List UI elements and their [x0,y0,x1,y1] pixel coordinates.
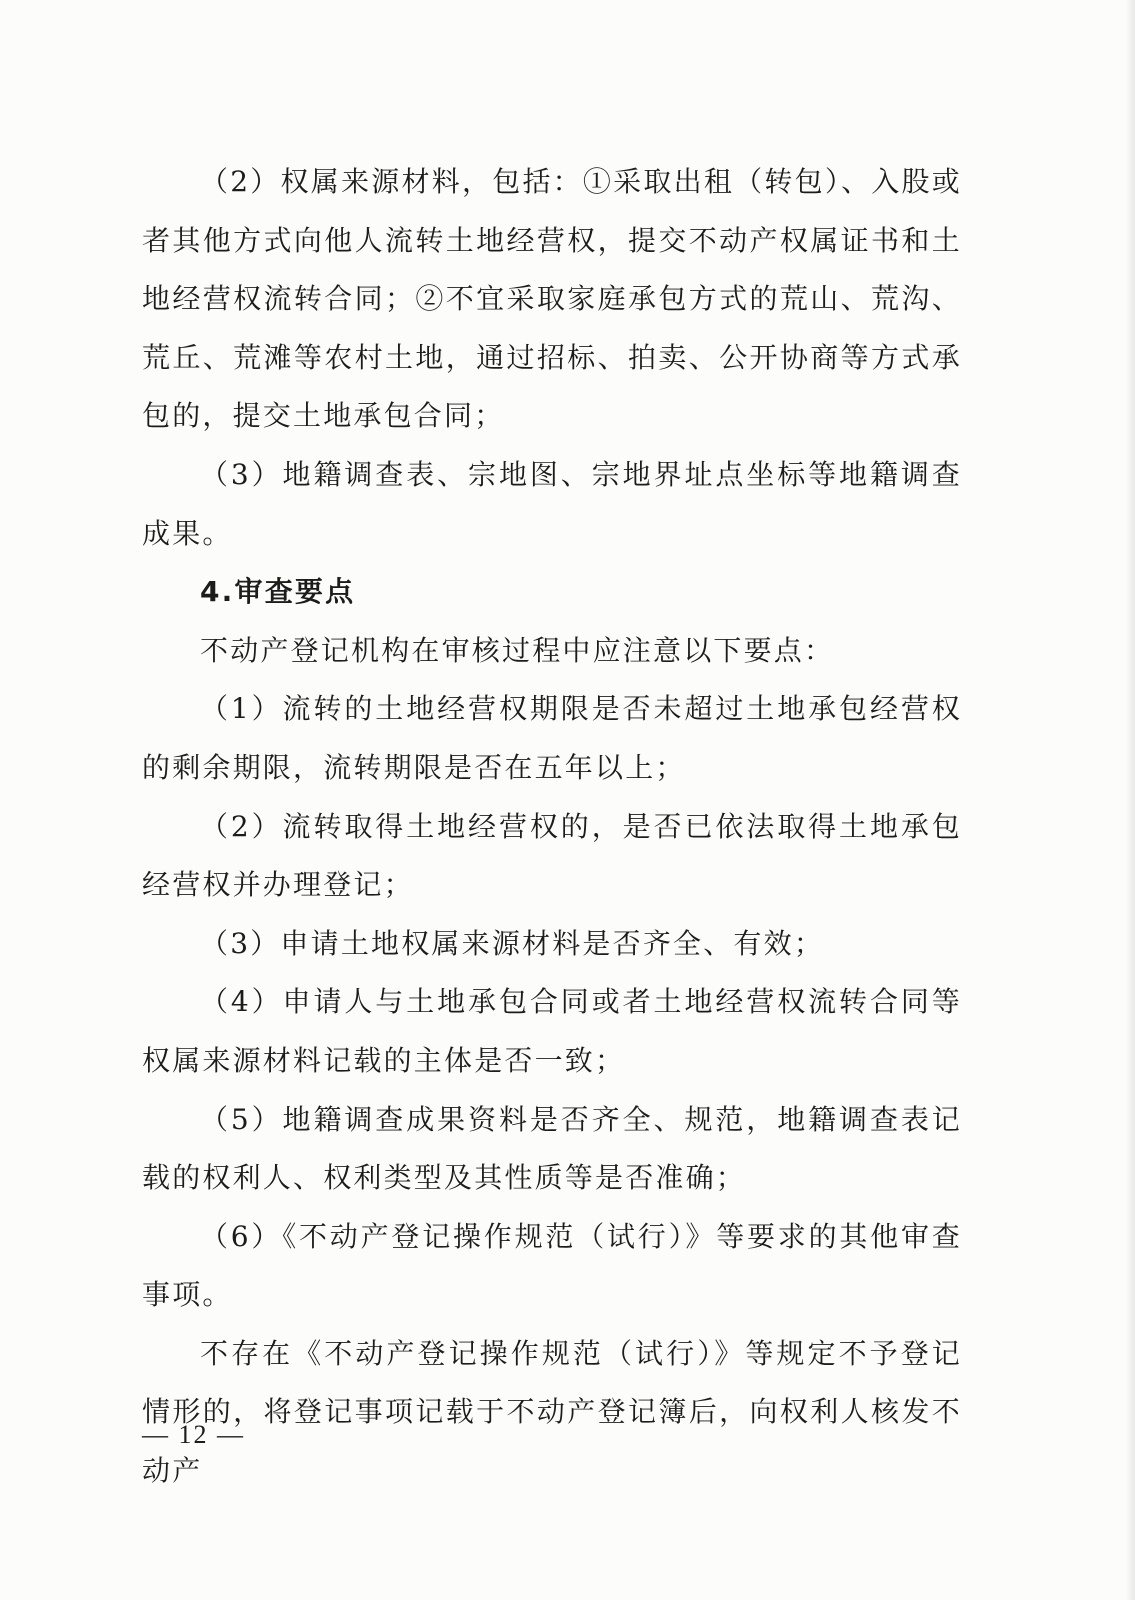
paragraph-review-item-3: （3）申请土地权属来源材料是否齐全、有效； [200,926,825,960]
paragraph-registration-conclusion: 不存在《不动产登记操作规范（试行）》等规定不予登记情形的，将登记事项记载于不动产登记簿后，向权利人核发不动产 [142,1336,962,1488]
paragraph-review-item-5: （5）地籍调查成果资料是否齐全、规范，地籍调查表记载的权利人、权利类型及其性质等是否准确； [142,1102,962,1195]
section-heading-review-points: 4.审查要点 [200,575,356,609]
paragraph-ownership-source: （2）权属来源材料，包括：①采取出租（转包）、入股或者其他方式向他人流转土地经营权，提交不动产权属证书和土地经营权流转合同；②不宜采取家庭承包方式的荒山、荒沟、荒丘、荒滩等农村土地，通过招标、拍卖、公开协商等方式承包的，提交土地承包合同； [142,165,962,433]
paragraph-review-item-4: （4）申请人与土地承包合同或者土地经营权流转合同等权属来源材料记载的主体是否一致； [142,985,962,1077]
paragraph-review-item-2: （2）流转取得土地经营权的，是否已依法取得土地承包经营权并办理登记； [142,809,962,902]
paragraph-review-item-1: （1）流转的土地经营权期限是否未超过土地承包经营权的剩余期限，流转期限是否在五年以上； [142,692,962,784]
paragraph-cadastral-survey: （3）地籍调查表、宗地图、宗地界址点坐标等地籍调查成果。 [142,457,962,550]
scan-edge-shadow [1125,0,1135,1600]
paragraph-review-item-6: （6）《不动产登记操作规范（试行）》等要求的其他审查事项。 [142,1219,962,1312]
paragraph-review-intro: 不动产登记机构在审核过程中应注意以下要点： [200,633,835,667]
page-number: — 12 — [142,1420,245,1449]
body-text [142,153,962,1501]
